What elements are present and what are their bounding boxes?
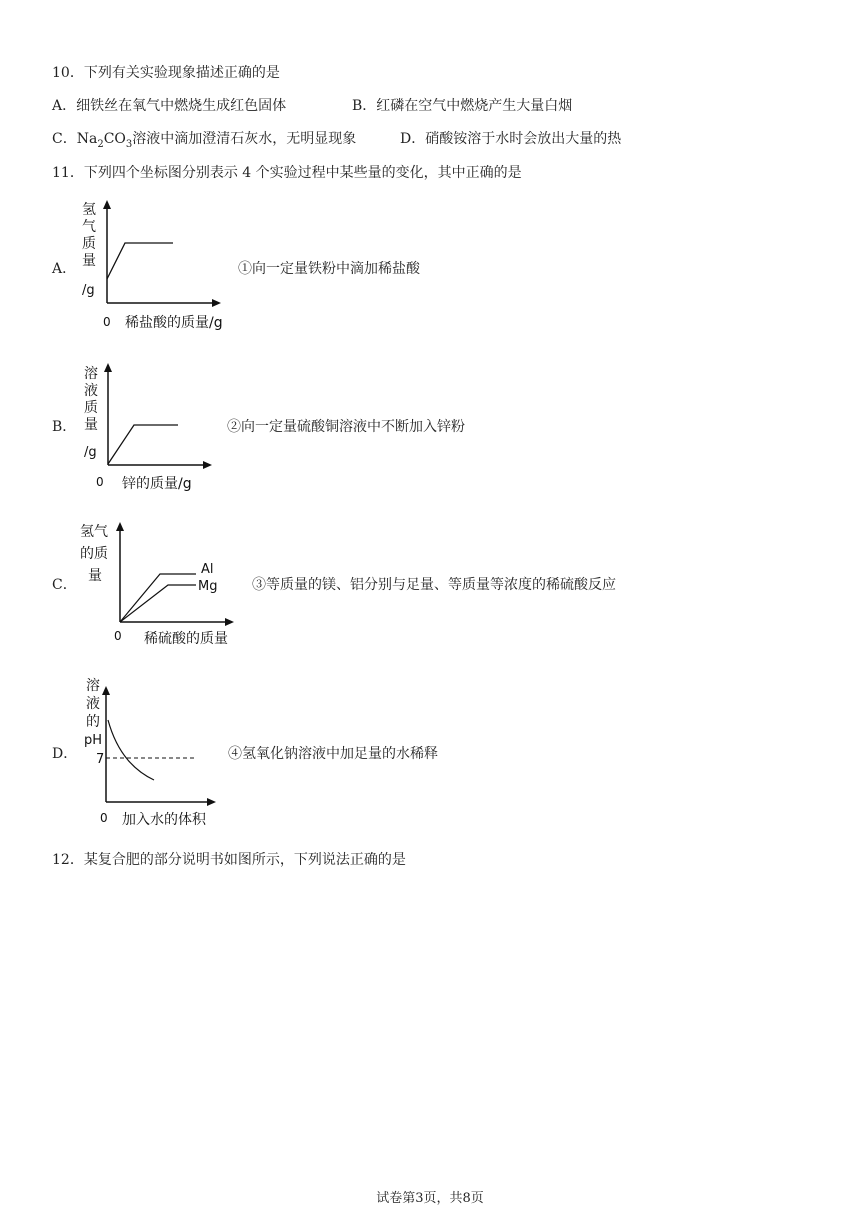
q11-graph-b bbox=[78, 360, 238, 495]
q11-option-b-letter: B． bbox=[52, 419, 77, 435]
graph-a-curve bbox=[107, 243, 173, 279]
graph-d-ylabel-1: 液 bbox=[86, 696, 100, 712]
q10-formula-sub-3: 3 bbox=[125, 138, 133, 150]
graph-d-origin: 0 bbox=[100, 811, 108, 825]
graph-d-ylabel-0: 溶 bbox=[86, 678, 100, 694]
graph-a-ylabel-1: 气 bbox=[82, 219, 96, 235]
graph-c-y-arrow bbox=[116, 522, 124, 531]
graph-c-x-arrow bbox=[225, 618, 234, 626]
graph-c-ylabel-0: 氢气 bbox=[80, 524, 108, 540]
graph-b-x-arrow bbox=[203, 461, 212, 469]
graph-c-curve-mg bbox=[120, 585, 196, 622]
graph-d-xlabel: 加入水的体积 bbox=[122, 812, 206, 828]
page-footer: 试卷第3页，共8页 bbox=[376, 1191, 484, 1206]
graph-a-ylabel-3: 量 bbox=[82, 253, 96, 269]
q11-option-b-desc: ②向一定量硫酸铜溶液中不断加入锌粉 bbox=[227, 419, 465, 435]
q11-stem: 11．下列四个坐标图分别表示 4 个实验过程中某些量的变化，其中正确的是 bbox=[52, 165, 522, 181]
q10-option-c-text: 溶液中滴加澄清石灰水，无明显现象 bbox=[132, 131, 357, 147]
q10-stem: 10．下列有关实验现象描述正确的是 bbox=[52, 65, 280, 81]
graph-c-ylabel-1: 的质 bbox=[80, 546, 108, 562]
q11-graph-d bbox=[78, 672, 238, 832]
q11-option-d-desc: ④氢氧化钠溶液中加足量的水稀释 bbox=[228, 746, 438, 762]
graph-a-y-arrow bbox=[103, 200, 111, 209]
graph-a-origin: 0 bbox=[103, 315, 111, 329]
graph-d-y-arrow bbox=[102, 686, 110, 695]
graph-a-ylabel-2: 质 bbox=[82, 236, 96, 252]
graph-b-y-arrow bbox=[104, 363, 112, 372]
graph-d-curve bbox=[108, 720, 154, 780]
graph-b-ylabel-2: 质 bbox=[84, 400, 98, 416]
graph-b-xlabel: 锌的质量/g bbox=[122, 476, 192, 492]
q11-graph-c bbox=[78, 518, 258, 653]
q11-option-d-letter: D． bbox=[52, 746, 78, 762]
q12-stem: 12．某复合肥的部分说明书如图所示，下列说法正确的是 bbox=[52, 852, 406, 868]
graph-b-curve bbox=[108, 425, 178, 464]
graph-b-origin: 0 bbox=[96, 475, 104, 489]
q11-option-a-desc: ①向一定量铁粉中滴加稀盐酸 bbox=[238, 261, 420, 277]
graph-b-ylabel-3: 量 bbox=[84, 417, 98, 433]
graph-c-series-mg: Mg bbox=[198, 579, 218, 594]
q11-graph-a bbox=[75, 196, 245, 336]
graph-c-origin: 0 bbox=[114, 629, 122, 643]
graph-c-series-al: Al bbox=[201, 562, 214, 577]
graph-c-xlabel: 稀硫酸的质量 bbox=[144, 631, 228, 647]
q11-option-a-letter: A． bbox=[52, 261, 77, 277]
graph-b-ylabel-0: 溶 bbox=[84, 366, 98, 382]
graph-d-ylabel-2: 的 bbox=[86, 714, 100, 730]
q10-formula-na: Na bbox=[76, 131, 98, 147]
graph-d-tick-7: 7 bbox=[96, 752, 105, 767]
graph-d-x-arrow bbox=[207, 798, 216, 806]
graph-b-ylabel-1: 液 bbox=[84, 383, 98, 399]
q10-formula-co: CO bbox=[103, 131, 126, 147]
q11-option-c-desc: ③等质量的镁、铝分别与足量、等质量等浓度的稀硫酸反应 bbox=[252, 577, 616, 593]
q10-option-c bbox=[52, 128, 356, 150]
q10-option-d: D．硝酸铵溶于水时会放出大量的热 bbox=[400, 131, 622, 147]
graph-c-curve-al bbox=[120, 574, 196, 622]
q11-option-c-letter: C． bbox=[52, 577, 77, 593]
q10-option-b: B．红磷在空气中燃烧产生大量白烟 bbox=[352, 98, 573, 114]
q10-option-a: A．细铁丝在氧气中燃烧生成红色固体 bbox=[52, 98, 287, 114]
graph-d-ylabel-3: pH bbox=[84, 733, 103, 748]
graph-a-ylabel-4: /g bbox=[82, 283, 95, 298]
graph-b-ylabel-4: /g bbox=[84, 445, 97, 460]
graph-a-xlabel: 稀盐酸的质量/g bbox=[125, 315, 223, 331]
graph-c-ylabel-2: 量 bbox=[88, 568, 102, 584]
q10-formula-sub-2: 2 bbox=[97, 138, 104, 150]
graph-a-x-arrow bbox=[212, 299, 221, 307]
graph-a-ylabel-0: 氢 bbox=[82, 202, 96, 218]
q10-option-c-letter: C． bbox=[52, 131, 77, 147]
